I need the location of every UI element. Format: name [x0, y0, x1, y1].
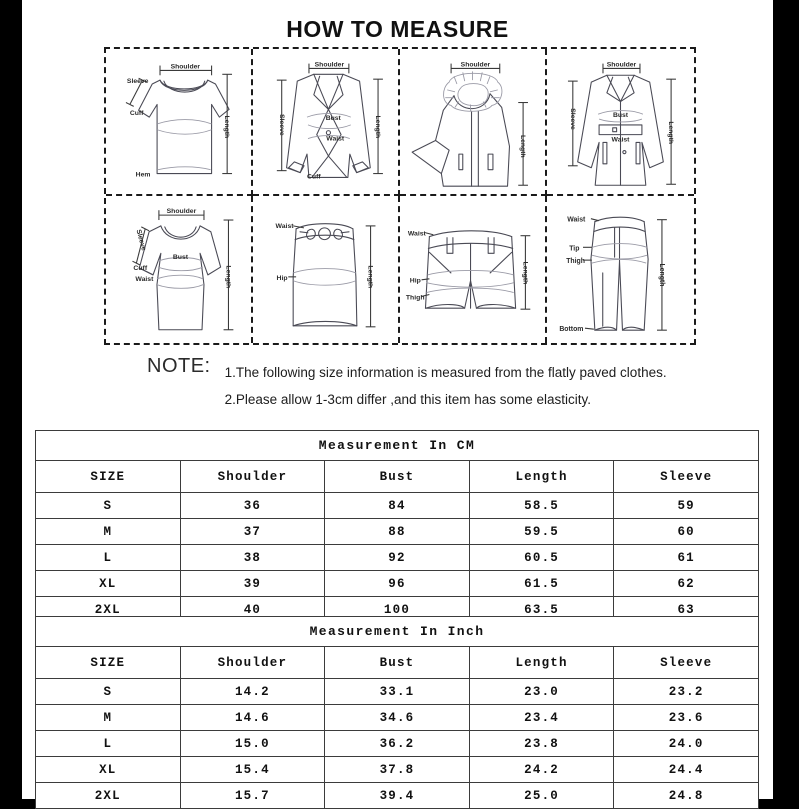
- label-length: Length: [224, 265, 232, 289]
- illustration-panel-dress: [106, 196, 253, 343]
- cell-bust: 96: [325, 571, 470, 597]
- label-hip: Hip: [409, 277, 421, 285]
- content-sheet: [22, 0, 773, 803]
- illustration-panel-trench-coat: [547, 49, 694, 196]
- cell-sleeve: 60: [614, 519, 759, 545]
- cell-shoulder: 40: [180, 597, 325, 623]
- header-bust: Bust: [325, 647, 470, 679]
- cell-sleeve: 24.8: [614, 783, 759, 809]
- cell-shoulder: 15.7: [180, 783, 325, 809]
- label-thigh: Thigh: [405, 294, 425, 302]
- label-hem: Hem: [135, 171, 151, 179]
- label-waist: Waist: [567, 216, 586, 224]
- header-length: Length: [469, 461, 614, 493]
- label-bottom: Bottom: [559, 326, 584, 334]
- table-header-row: [36, 647, 759, 679]
- cell-shoulder: 37: [180, 519, 325, 545]
- header-sleeve: Sleeve: [614, 461, 759, 493]
- note-lines: [211, 355, 667, 413]
- label-bust: Bust: [325, 115, 341, 123]
- table-row: [36, 731, 759, 757]
- label-length: Length: [374, 115, 382, 139]
- note-label: NOTE:: [147, 355, 211, 377]
- cell-length: 58.5: [469, 493, 614, 519]
- cell-shoulder: 14.6: [180, 705, 325, 731]
- cell-bust: 37.8: [325, 757, 470, 783]
- table-header-row: [36, 461, 759, 493]
- cell-shoulder: 14.2: [180, 679, 325, 705]
- label-sleeve: Sleeve: [277, 114, 285, 136]
- cell-size: XL: [36, 757, 181, 783]
- cell-bust: 100: [325, 597, 470, 623]
- cell-sleeve: 24.4: [614, 757, 759, 783]
- header-sleeve: Sleeve: [614, 647, 759, 679]
- cell-length: 23.8: [469, 731, 614, 757]
- label-hip: Hip: [276, 274, 288, 282]
- table-row: [36, 705, 759, 731]
- cell-size: S: [36, 493, 181, 519]
- table-caption-row: [36, 617, 759, 647]
- label-thigh: Thigh: [566, 258, 586, 266]
- label-waist: Waist: [611, 136, 630, 144]
- cell-size: 2XL: [36, 597, 181, 623]
- measurement-table-inch: [35, 616, 759, 809]
- cell-length: 23.4: [469, 705, 614, 731]
- cell-bust: 39.4: [325, 783, 470, 809]
- cell-shoulder: 15.4: [180, 757, 325, 783]
- note-line-1: 1.The following size information is measured from the flatly paved clothes.: [224, 365, 667, 380]
- cell-bust: 34.6: [325, 705, 470, 731]
- note-block: [22, 355, 773, 413]
- cell-bust: 84: [325, 493, 470, 519]
- label-waist: Waist: [326, 135, 345, 143]
- label-waist: Waist: [275, 222, 294, 230]
- label-tip: Tip: [569, 245, 580, 253]
- note-line-2: 2.Please allow 1-3cm differ ,and this item has some elasticity.: [224, 392, 592, 407]
- cell-length: 25.0: [469, 783, 614, 809]
- illustration-panel-trousers: [547, 196, 694, 343]
- label-shoulder: Shoulder: [460, 61, 491, 69]
- label-sleeve: Sleeve: [126, 78, 149, 86]
- measurement-table-cm: [35, 430, 759, 623]
- illustration-panel-fur-coat: [400, 49, 547, 196]
- cell-size: 2XL: [36, 783, 181, 809]
- cell-shoulder: 39: [180, 571, 325, 597]
- label-length: Length: [521, 261, 529, 285]
- label-sleeve: Sleeve: [568, 108, 576, 130]
- label-cuff: Cuff: [133, 264, 148, 272]
- label-shoulder: Shoulder: [166, 208, 197, 216]
- header-size: SIZE: [36, 647, 181, 679]
- header-bust: Bust: [325, 461, 470, 493]
- cell-size: L: [36, 731, 181, 757]
- label-length: Length: [223, 115, 231, 139]
- table-caption: Measurement In CM: [36, 431, 759, 461]
- label-bust: Bust: [172, 254, 189, 262]
- cell-sleeve: 24.0: [614, 731, 759, 757]
- table-caption-row: [36, 431, 759, 461]
- header-size: SIZE: [36, 461, 181, 493]
- label-waist: Waist: [135, 275, 154, 283]
- page-title: HOW TO MEASURE: [286, 16, 509, 42]
- table-row: [36, 493, 759, 519]
- cell-bust: 88: [325, 519, 470, 545]
- cell-size: M: [36, 519, 181, 545]
- illustration-panel-tshirt: [106, 49, 253, 196]
- cell-sleeve: 62: [614, 571, 759, 597]
- cell-length: 24.2: [469, 757, 614, 783]
- label-length: Length: [667, 121, 675, 145]
- cell-bust: 33.1: [325, 679, 470, 705]
- header-shoulder: Shoulder: [180, 647, 325, 679]
- cell-size: L: [36, 545, 181, 571]
- table-row: [36, 757, 759, 783]
- table-row: [36, 679, 759, 705]
- cell-sleeve: 23.2: [614, 679, 759, 705]
- table-caption: Measurement In Inch: [36, 617, 759, 647]
- cell-length: 63.5: [469, 597, 614, 623]
- table-row: [36, 519, 759, 545]
- cell-bust: 92: [325, 545, 470, 571]
- label-bust: Bust: [612, 112, 629, 120]
- cell-sleeve: 63: [614, 597, 759, 623]
- label-length: Length: [657, 263, 665, 287]
- illustration-panel-blazer: [253, 49, 400, 196]
- cell-length: 61.5: [469, 571, 614, 597]
- cell-length: 60.5: [469, 545, 614, 571]
- cell-shoulder: 38: [180, 545, 325, 571]
- table-row: [36, 545, 759, 571]
- illustration-panel-shorts: [400, 196, 547, 343]
- header-length: Length: [469, 647, 614, 679]
- label-waist: Waist: [407, 230, 426, 238]
- cell-size: S: [36, 679, 181, 705]
- table-row: [36, 571, 759, 597]
- cell-sleeve: 59: [614, 493, 759, 519]
- label-length: Length: [366, 265, 374, 289]
- label-cuff: Cuff: [307, 173, 321, 181]
- cell-length: 23.0: [469, 679, 614, 705]
- cell-shoulder: 36: [180, 493, 325, 519]
- header-shoulder: Shoulder: [180, 461, 325, 493]
- table-row: [36, 783, 759, 809]
- label-cuff: Cuff: [129, 110, 144, 118]
- illustration-panel-skirt: [253, 196, 400, 343]
- cell-sleeve: 23.6: [614, 705, 759, 731]
- label-shoulder: Shoulder: [606, 61, 637, 69]
- cell-length: 59.5: [469, 519, 614, 545]
- cell-size: M: [36, 705, 181, 731]
- cell-bust: 36.2: [325, 731, 470, 757]
- cell-size: XL: [36, 571, 181, 597]
- cell-shoulder: 15.0: [180, 731, 325, 757]
- label-shoulder: Shoulder: [314, 61, 345, 69]
- label-shoulder: Shoulder: [170, 63, 201, 71]
- cell-sleeve: 61: [614, 545, 759, 571]
- label-sleeve: Sleeve: [134, 228, 147, 252]
- label-length: Length: [519, 134, 527, 158]
- how-to-measure-diagram: [104, 47, 696, 345]
